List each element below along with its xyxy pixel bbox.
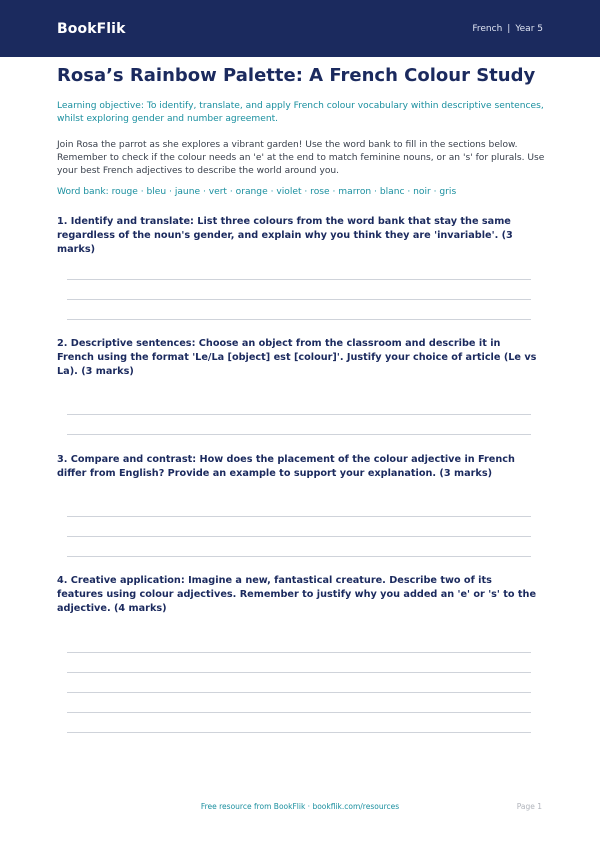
answer-line[interactable] xyxy=(67,712,531,713)
header-separator: | xyxy=(507,23,511,34)
answer-line[interactable] xyxy=(67,652,531,653)
intro-paragraph: Join Rosa the parrot as she explores a vibrant garden! Use the word bank to fill in the sections below. Remember to check if the colour needs an 'e' at the end to match feminine nouns, or an 's' for plurals. Use your best French adjectives to describe the world around you. xyxy=(57,140,545,176)
answer-line[interactable] xyxy=(67,536,531,537)
page-title: Rosa’s Rainbow Palette: A French Colour Study xyxy=(57,65,536,86)
answer-line[interactable] xyxy=(67,692,531,693)
answer-line[interactable] xyxy=(67,279,531,280)
learning-objective: Learning objective: To identify, translate, and apply French colour vocabulary within descriptive sentences, whilst exploring gender and number agreement. xyxy=(57,101,544,124)
answer-line[interactable] xyxy=(67,516,531,517)
answer-line[interactable] xyxy=(67,299,531,300)
question-2: 2. Descriptive sentences: Choose an object from the classroom and describe it in French using the format 'Le/La [object] est [colour]'. Justify your choice of article (Le vs La). (3 marks) xyxy=(57,338,537,377)
question-3: 3. Compare and contrast: How does the placement of the colour adjective in French differ from English? Provide an example to support your explanation. (3 marks) xyxy=(57,454,515,479)
page-footer xyxy=(0,802,600,814)
answer-line[interactable] xyxy=(67,556,531,557)
question-1: 1. Identify and translate: List three colours from the word bank that stay the same regardless of the noun's gender, and explain why you think they are 'invariable'. (3 marks) xyxy=(57,216,513,255)
subject-label: French xyxy=(472,23,503,34)
footer-link[interactable]: Free resource from BookFlik · bookflik.com/resources xyxy=(200,802,400,811)
answer-line[interactable] xyxy=(67,434,531,435)
page-header xyxy=(0,0,600,57)
word-bank: Word bank: rouge · bleu · jaune · vert · orange · violet · rose · marron · blanc · noir · gris xyxy=(57,187,457,197)
year-label: Year 5 xyxy=(515,23,543,34)
answer-line[interactable] xyxy=(67,672,531,673)
answer-line[interactable] xyxy=(67,732,531,733)
answer-line[interactable] xyxy=(67,319,531,320)
header-meta xyxy=(472,24,543,34)
question-4: 4. Creative application: Imagine a new, fantastical creature. Describe two of its features using colour adjectives. Remember to justify why you added an 'e' or 's' to the adjective. (4 marks) xyxy=(57,575,537,614)
page-number: Page 1 xyxy=(516,802,542,811)
answer-line[interactable] xyxy=(67,414,531,415)
brand-logo: BookFlik xyxy=(57,20,126,37)
